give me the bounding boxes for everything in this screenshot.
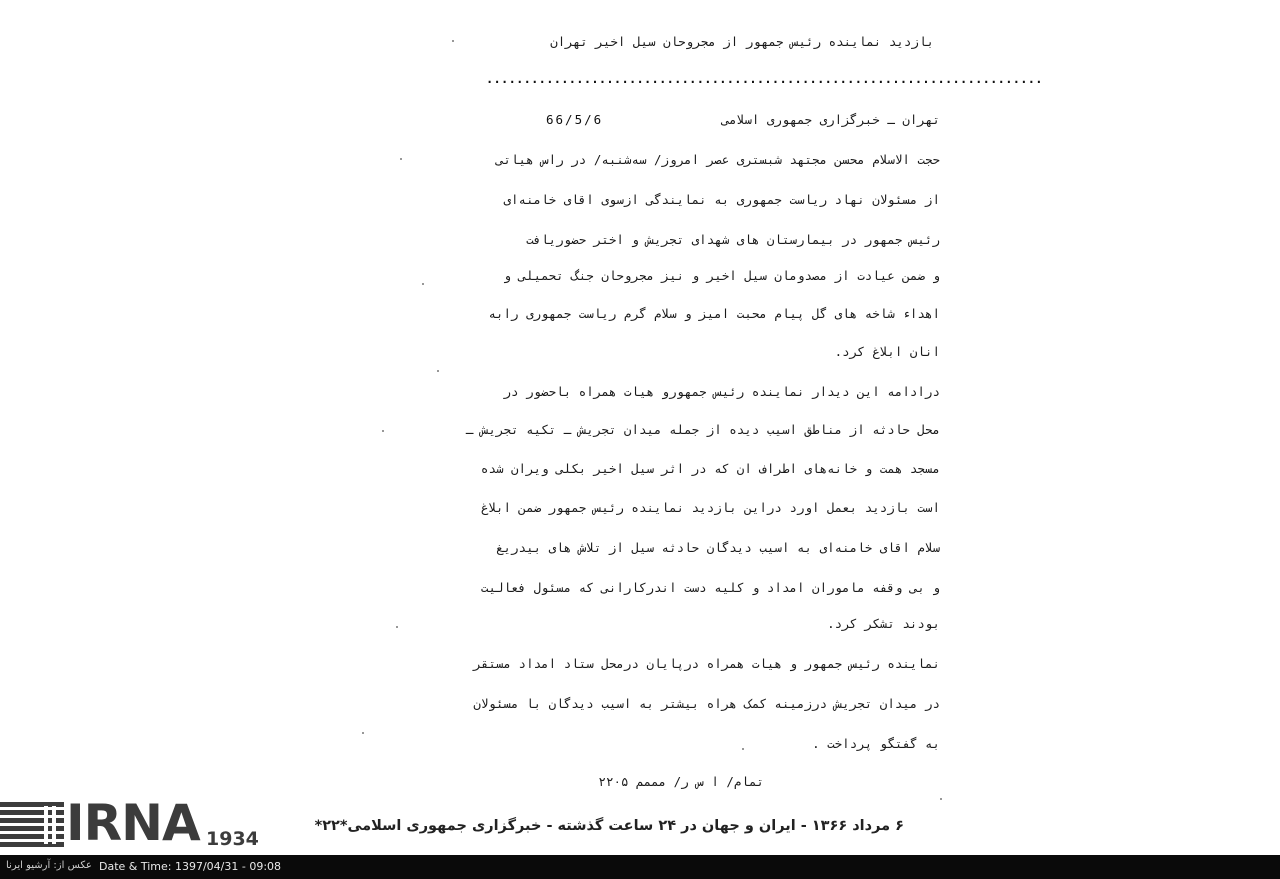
body-line: درادامه این دیدار نماینده رئیس جمهورو هیات همراه باحضور در — [503, 384, 940, 399]
body-line: سلام اقای خامنه‌ای به اسیب دیدگان حادثه سیل از تلاش های بیدریغ — [495, 540, 940, 555]
scan-speck — [940, 798, 942, 800]
dateline-date: 66/5/6 — [546, 112, 604, 127]
scan-speck — [382, 430, 384, 432]
body-line: و ضمن عیادت از مصدومان سیل اخیر و نیز مجروحان جنگ تحمیلی و — [503, 268, 940, 283]
scan-speck — [400, 158, 402, 160]
logo-year: 1934 — [206, 828, 259, 850]
date-time-stamp: Date & Time: 1397/04/31 - 09:08 — [99, 860, 282, 873]
scan-speck — [437, 370, 439, 372]
body-line: اهداء شاخه های گل پیام محبت امیز و سلام گرم ریاست جمهوری رابه — [488, 306, 940, 321]
body-line: در میدان تجریش درزمینه کمک هراه بیشتر به اسیب دیدگان با مسئولان — [473, 696, 940, 711]
body-line: و بی وقفه ماموران امداد و کلیه دست اندرکارانی که مسئول فعالیت — [480, 580, 940, 595]
scan-speck — [362, 732, 364, 734]
body-line: بودند تشکر کرد. — [827, 616, 940, 631]
body-line: به گفتگو پرداخت . — [812, 736, 940, 751]
photo-credit: عکس از: آرشیو ایرنا — [6, 860, 92, 871]
footer-bar — [0, 855, 1280, 879]
irna-logo — [0, 794, 270, 852]
body-line: محل حادثه از مناطق اسیب دیده از جمله میدان تجریش ـ تکیه تجریش ـ — [465, 422, 940, 437]
scan-speck — [452, 40, 454, 42]
scan-speck — [396, 626, 398, 628]
scan-speck — [742, 748, 744, 750]
body-line: مسجد همت و خانه‌های اطراف ان که در اثر سیل اخیر بکلی ویران شده — [480, 461, 940, 476]
document-title: بازدید نماینده رئیس جمهور از مجروحان سیل اخیر تهران — [550, 34, 934, 49]
body-line: نماینده رئیس جمهور و هیات همراه درپایان درمحل ستاد امداد مستقر — [473, 656, 940, 671]
body-line: انان ابلاغ کرد. — [834, 344, 940, 359]
scan-speck — [422, 283, 424, 285]
signoff-line: تمام/ ا س ر/ مممم ۲۲۰۵ — [598, 774, 764, 789]
body-line: رئیس جمهور در بیمارستان های شهدای تجریش و اختر حضوریافت — [526, 232, 940, 247]
body-line: است بازدید بعمل اورد دراین بازدید نماینده رئیس جمهور ضمن ابلاغ — [480, 500, 940, 515]
body-line: حجت الاسلام محسن مجتهد شبستری عصر امروز/ سه‌شنبه/ در راس هیاتی — [495, 152, 940, 167]
logo-wordmark: IRNA — [66, 794, 200, 852]
body-line: از مسئولان نهاد ریاست جمهوری به نمایندگی ازسوی اقای خامنه‌ای — [503, 192, 940, 207]
dateline-source: تهران ـ خبرگزاری جمهوری اسلامی — [721, 112, 940, 127]
photo-caption: ۶ مرداد ۱۳۶۶ - ایران و جهان در ۲۴ ساعت گذشته - خبرگزاری جمهوری اسلامی*۲۲* — [314, 818, 904, 834]
separator-line: .......................................................................... — [486, 72, 1043, 86]
irna-stripes-icon — [0, 802, 64, 848]
